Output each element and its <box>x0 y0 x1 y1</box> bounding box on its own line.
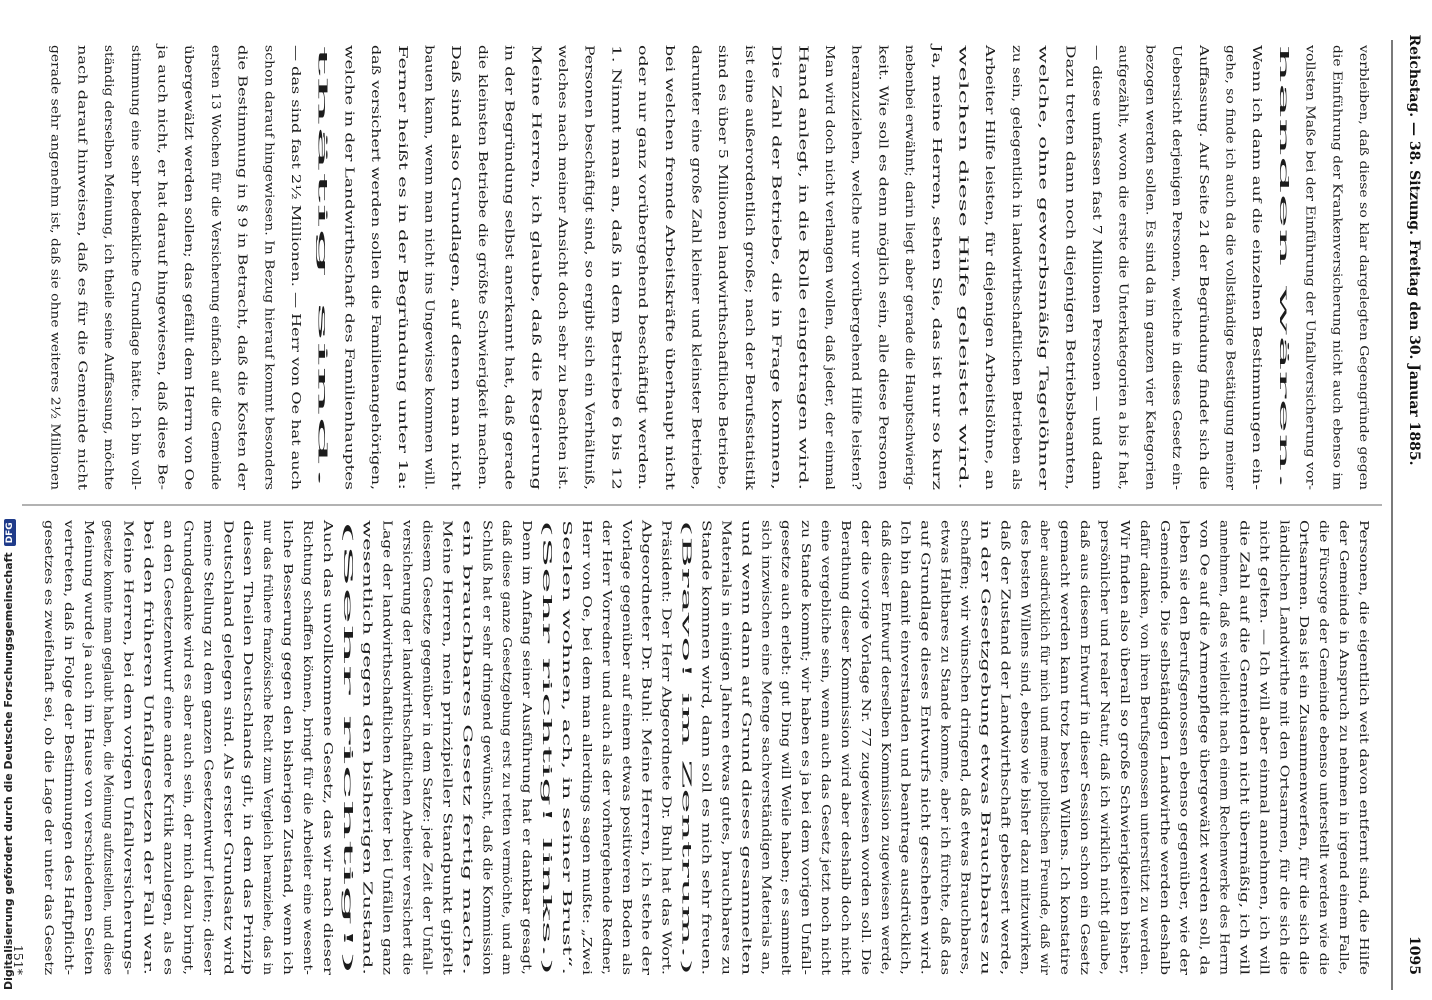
text-line: Auffassung. Auf Seite 21 der Begründung findet sich die <box>1196 45 1212 403</box>
text-line: gesetze auch erlebt: gut Ding will Weile haben; es sammelt <box>779 520 795 896</box>
text-line: vollsten Maße bei der Einführung der Unfallversicherung vor- <box>1303 45 1319 440</box>
text-line: der Herr Vorredner und auch als der vorhergehende Redner, <box>599 520 615 907</box>
text-line: eine vergebliche sein, wenn auch das Gesetz jetzt noch nicht <box>819 520 835 907</box>
text-line: schon darauf hingewiesen. In Bezug hierauf kommt besonders <box>262 45 278 442</box>
text-line: und wenn dann auf Grund dieses gesammelten <box>739 520 755 819</box>
text-line: der Gemeinde in Anspruch zu nehmen in irgend einem Falle, <box>1337 520 1353 907</box>
text-line: diesem Gesetze gegenüber in dem Satze: jede Zeit der Unfall- <box>420 520 436 914</box>
text-line: Lage der landwirthschaftlichen Arbeiter bei Unfällen ganz <box>380 520 396 892</box>
text-line: ist eine außerordentlich große; nach der Berufsstatistik <box>742 45 758 400</box>
text-line: Dazu treten dann noch diejenigen Betriebsbeamten, <box>1063 45 1079 377</box>
text-line: Daß sind also Grundlagen, auf denen man nicht <box>449 45 465 348</box>
text-line: Meinung wurde ja auch im Hause von verschiedenen Seiten <box>81 520 97 902</box>
text-line: Die Zahl der Betriebe, die in Frage kommen, <box>769 45 785 330</box>
text-line: etwas Haltbares zu Stande komme, aber ich fürchte, daß das <box>938 520 954 909</box>
text-line: gehe, so finde ich auch da die vollständige Bestätigung meiner <box>1223 45 1239 444</box>
text-line: Meine Herren, mein prinzipieller Standpunkt gipfelt <box>440 520 456 853</box>
text-line: vertreten, daß in Folge der Bestimmungen des Haftpflicht- <box>61 520 77 893</box>
text-line: — das sind fast 2½ Millionen. — Herr von Oe hat auch <box>289 45 304 392</box>
text-line: wesentlich gegen den bisherigen Zustand. <box>360 520 376 790</box>
text-line: versicherung der landwirthschaftlichen Arbeiter versichert die <box>400 520 416 920</box>
text-line: die Einführung der Krankenversicherung nicht auch ebenso im <box>1330 45 1346 447</box>
text-line: Seelen wohnen, ach, in seiner Brust“. <box>559 520 575 760</box>
text-line: des besten Willens sind, ebenso wie bisher dazu mitzuwirken, <box>1018 520 1034 913</box>
text-line: liche Besserung gegen den bisherigen Zustand, wenn ich <box>281 520 297 884</box>
text-line: ja auch nicht, er hat darauf hingewiesen, daß diese Be- <box>155 45 171 396</box>
text-line: bei welchen fremde Arbeitskräfte überhaupt nicht <box>662 45 678 365</box>
text-line: heranzuziehen, welche nur vorübergehend Hilfe leisten? <box>849 45 865 406</box>
text-line: Denn im Anfang seiner Ausführung hat er dankbar gesagt, <box>520 520 536 893</box>
text-line: persönlicher und realer Natur, daß ich wirklich nicht glaube, <box>1097 520 1113 908</box>
text-line: ständig derselben Meinung, ich theile seine Auffassung, möchte <box>102 45 118 453</box>
page-signature: 151* <box>11 944 26 975</box>
dfg-credit: Digitalisierung gefördert durch die Deutsche Forschungsgemeinschaft <box>2 552 15 990</box>
text-line: daß der Zustand der Landwirthschaft gebessert werde, <box>998 520 1014 872</box>
text-line: Richtung schaffen können, bringt für die Arbeiter eine wesent- <box>300 520 316 920</box>
text-line: Stande kommen wird, dann soll es mich sehr freuen. <box>699 520 715 855</box>
text-line: verbleiben, daß diese so klar dargelegten Gegengründe gegen <box>1357 45 1372 442</box>
text-line: Personen, die eigentlich weit davon entfernt sind, die Hilfe <box>1357 520 1372 895</box>
text-line: die Zahl auf die Gemeinden nicht übermäßig, ich will <box>1237 520 1253 858</box>
text-line: daß diese ganze Gesetzgebung erst zu retten vermöchte, und am <box>500 520 516 934</box>
text-line: aber ausdrücklich für mich und meine politischen Freunde, daß wir <box>1038 520 1054 950</box>
text-line: in der Gesetzgebung etwas Brauchbares zu <box>978 520 994 797</box>
text-line: Gemeinde. Die selbständigen Landwirthe werden deshalb <box>1157 520 1173 888</box>
text-line: Wenn ich dann auf die einzelnen Bestimmungen ein- <box>1250 45 1266 379</box>
text-line: übergewälzt werden sollen; das gefällt dem Herrn von Oe <box>182 45 198 413</box>
text-line: daß versichert werden sollen die Familienangehörigen, <box>369 45 385 396</box>
text-line: Auch das unvollkommene Gesetz, das wir nach dieser <box>320 520 336 862</box>
text-line: Personen beschäftigt sind, so ergibt sich ein Verhältniß, <box>582 45 598 401</box>
text-line: Ferner heißt es in der Begründung unter 1a: <box>395 45 411 329</box>
text-line: bei den früheren Unfallgesetzen der Fall war. <box>141 520 157 809</box>
text-line: Arbeiter Hilfe leisten, für diejenigen Arbeitslöhne, an <box>983 45 999 384</box>
text-line: ersten 13 Wochen für die Versicherung einfach auf die Gemeinde <box>208 45 224 460</box>
text-line: welchen diese Hilfe geleistet wird. <box>956 45 972 265</box>
text-line: die kleinsten Betriebe die größte Schwierigkeit machen. <box>475 45 491 404</box>
text-line: stimmung eine sehr bedenkliche Grundlage hätte. Ich bin voll- <box>128 45 144 443</box>
text-line: daß dieser Entwurf derselben Kommission zugewiesen werde, <box>878 520 894 916</box>
text-line: Abgeordneter Dr. Buhl: Meine Herren, ich stehe der <box>639 520 655 852</box>
text-line: Präsident: Der Herr Abgeordnete Dr. Buhl hat das Wort. <box>659 520 675 877</box>
text-line: Berathung dieser Kommission wird aber deshalb doch nicht <box>838 520 854 901</box>
text-line: Meine Herren, bei dem vorigen Unfallversicherungs- <box>121 520 137 857</box>
text-line: Wir finden also überall so große Schwierigkeiten bisher, <box>1117 520 1133 878</box>
text-line: Grundgedanke wird es aber auch sein, der mich dazu bringt, <box>181 520 197 907</box>
text-line: Deutschland gelegen sind. Als erster Grundsatz wird <box>221 520 237 856</box>
text-line: meine Stellung zu dem ganzen Gesetzentwurf leiten; dieser <box>201 520 217 899</box>
text-line: keit. Wie soll es denn möglich sein, alle diese Personen <box>876 45 892 395</box>
text-line: welche, ohne gewerbsmäßig Tagelöhner <box>1036 45 1052 302</box>
digitization-footer <box>0 0 22 1000</box>
right-column <box>41 519 1372 988</box>
text-line: nur das frühere französische Recht zum Vergleich heranziehe, das in <box>261 520 277 958</box>
text-line: Hand anlegt, in die Rolle eingetragen wird. <box>796 45 812 321</box>
text-line: gerade sehr angenehm ist, daß sie ohne weiteres 2½ Millionen <box>48 45 64 446</box>
text-line: an den Gesetzentwurf eine andere Kritik anzulegen, als es <box>161 520 177 892</box>
text-line: handen wären. <box>1276 45 1292 140</box>
text-line: Vorlage gegenüber auf einem etwas positiveren Boden als <box>619 520 635 890</box>
text-line: (Sehr richtig! links.) <box>540 520 556 649</box>
text-line: Schluß hat er sehr dringend gewünscht, daß die Kommission <box>480 520 496 908</box>
page-header: Reichstag. — 38. Sitzung. Freitag den 30. Januar 1885. <box>1406 34 1422 466</box>
text-line: auf Grundlage dieses Entwurfs nicht geschehen wird. <box>918 520 934 862</box>
left-column <box>49 42 1372 491</box>
text-line: ländlichen Landwirthe mit den Ortsarmen, für die sich die <box>1277 520 1293 891</box>
text-line: annehmen, daß es vielleicht nach einem Rechenwerke des Herrn <box>1217 520 1233 934</box>
text-line: die Fürsorge der Gemeinde ebenso unterstellt werden wie die <box>1317 520 1333 915</box>
text-line: daß aus diesem Entwurf in dieser Session schon ein Gesetz <box>1078 520 1094 897</box>
text-line: darunter eine große Zahl kleiner und kleinster Betriebe, <box>689 45 705 404</box>
text-line: dafür danken, von ihren Berufsgenossen unterstützt zu werden. <box>1137 520 1153 927</box>
text-line: Uebersicht derjenigen Personen, welche in dieses Gesetz ein- <box>1170 45 1186 437</box>
text-line: 1. Nimmt man an, daß in dem Betriebe 6 bis 12 <box>609 45 625 347</box>
text-line: aufgezählt, wovon die erste die Unterkategorien a bis f hat, <box>1116 45 1132 424</box>
dfg-logo: DFG <box>4 519 16 546</box>
text-line: Materials in einigen Jahren etwas gutes, brauchbares zu <box>719 520 735 880</box>
text-line: gesetzes es zweifelhaft sei, ob die Lage der unter das Gesetz <box>41 520 57 907</box>
text-line: gemacht werden kann trotz besten Willens. Ich konstatire <box>1058 520 1074 889</box>
text-line: leben sie den Berufsgenossen ebenso gegenüber, wie der <box>1177 520 1193 884</box>
text-line: welches nach meiner Ansicht doch sehr zu beachten ist. <box>556 45 571 402</box>
page-number: 1095 <box>1406 936 1422 975</box>
text-line: schaffen; wir wünschen dringend, daß etwas Brauchbares, <box>958 520 974 893</box>
text-line: ein brauchbares Gesetz fertig mache. <box>460 520 476 759</box>
text-line: (Bravo! im Zentrum.) <box>679 520 695 655</box>
text-line: welche in der Landwirthschaft des Familienhauptes <box>342 45 358 374</box>
text-line: die Bestimmung in § 9 in Betracht, daß die Kosten der <box>235 45 251 390</box>
text-line: Herr von Oe, bei dem man allerdings sagen mußte: „Zwei <box>579 520 595 888</box>
text-line: Man wird doch nicht verlangen wollen, daß jeder, der einmal <box>823 45 838 433</box>
text-line: der die vorige Vorlage Nr. 77 zugewiesen worden soll. Die <box>858 520 874 890</box>
text-line: oder nur ganz vorübergehend beschäftigt werden. <box>636 45 652 366</box>
text-line: sind es über 5 Millionen landwirthschaftliche Betriebe, <box>716 45 732 395</box>
text-line: diesen Theilen Deutschlands gilt, in dem das Prinzip <box>241 520 257 854</box>
text-line: von Oe auf die Armenpflege übergewälzt werden soll, da <box>1197 520 1213 881</box>
text-line: in der Begründung selbst anerkannt hat, daß gerade <box>502 45 518 380</box>
text-line: gesetze konnte man geglaubt haben, die Meinung aufzustellen, und diese <box>101 520 117 988</box>
text-line: Ortsarmen. Das ist ein Zusammenwerfen, für die sich die <box>1297 520 1313 884</box>
text-line: Meine Herren, ich glaube, daß die Regierung <box>529 45 545 334</box>
text-line: Ich bin damit einverstanden und beantrage ausdrücklich, <box>898 520 914 885</box>
text-line: zu sein, gelegentlich in landwirthschaftlichen Betrieben als <box>1009 45 1025 423</box>
text-line: thätig sind. <box>315 45 331 117</box>
text-line: nicht gelten. — Ich will aber einmal annehmen, ich will <box>1257 520 1273 871</box>
text-line: bezogen werden sollen. Es sind da im ganzen vier Kategorien <box>1143 45 1159 437</box>
text-line: bauen kann, wenn man nicht ins Ungewisse kommen will. <box>422 45 438 413</box>
text-line: sich inzwischen eine Menge sachverständigen Materials an, <box>759 520 775 902</box>
text-line: — diese umfassen fast 7 Millionen Personen — und dann <box>1090 45 1105 405</box>
text-line: (Sehr richtig!) <box>340 520 356 611</box>
text-line: zu Stande kommt; wir haben es ja bei dem vorigen Unfall- <box>799 520 815 890</box>
text-line: nebenbei erwähnt; darin liegt aber gerade die Hauptschwierig- <box>903 45 919 448</box>
text-line: nach darauf hinweisen, daß es für die Gemeinde nicht <box>75 45 91 389</box>
text-line: Ja, meine Herren, sehen Sie, das ist nur so kurz <box>929 45 945 349</box>
